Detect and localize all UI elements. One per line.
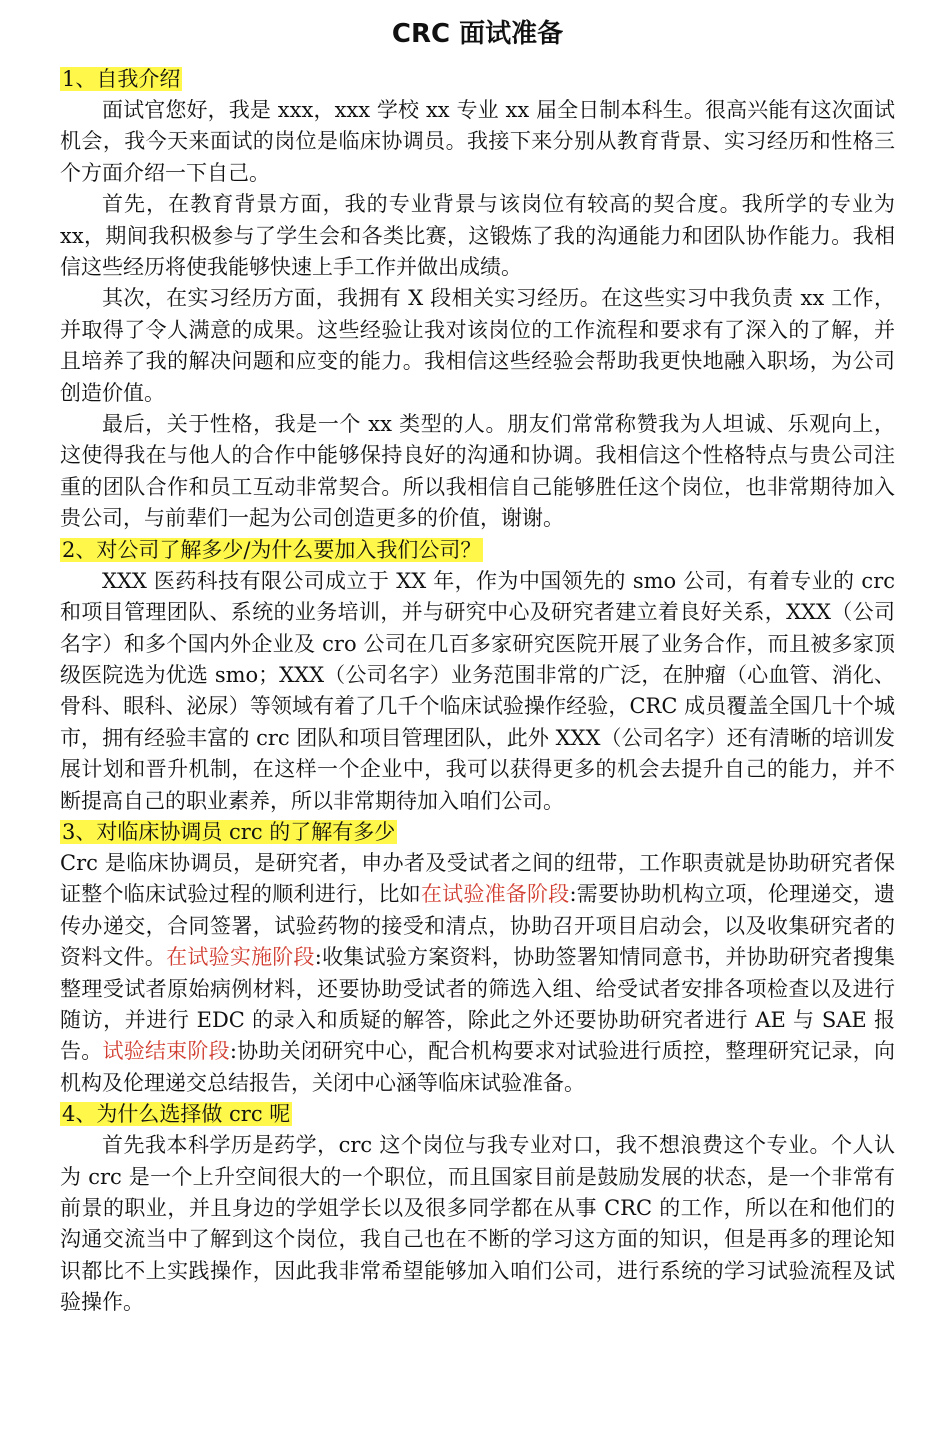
heading-highlight: 4、为什么选择做 crc 呢 [62, 1102, 291, 1127]
section-self-intro [60, 64, 895, 535]
stage-label-implementation: 在试验实施阶段 [166, 945, 315, 970]
text-run: :需要协助机构立项，伦理递交，遗传办递交，合同签署，试验药物的接受和清点，协助召开项目启动会，以及收集研究者的资料文件。 [60, 882, 896, 970]
text-run: Crc 是临床协调员，是研究者，申办者及受试者之间的纽带，工作职责就是协助研究者保证整个临床试验过程的顺利进行，比如 [60, 850, 895, 907]
section-why-crc [60, 1099, 895, 1318]
paragraph: 最后，关于性格，我是一个 xx 类型的人。朋友们常常称赞我为人坦诚、乐观向上，这使得我在与他人的合作中能够保持良好的沟通和协调。我相信这个性格特点与贵公司注重的团队合作和员工互动非常契合。所以我相信自己能够胜任这个岗位，也非常期待加入贵公司，与前辈们一起为公司创造更多的价值，谢谢。 [60, 412, 895, 531]
paragraph: 首先，在教育背景方面，我的专业背景与该岗位有较高的契合度。我所学的专业为 xx，期间我积极参与了学生会和各类比赛，这锻炼了我的沟通能力和团队协作能力。我相信这些经历将使我能够快速上手工作并做出成绩。 [60, 192, 895, 280]
text-run: :收集试验方案资料，协助签署知情同意书，并协助研究者搜集整理受试者原始病例材料，还要协助受试者的筛选入组、给受试者安排各项检查以及进行随访，并进行 EDC 的录入和质疑的解答，除此之外还要协助研究者进行 AE 与 SAE 报告。 [60, 945, 896, 1064]
page-title: CRC 面试准备 [391, 19, 564, 49]
text-run: :协助关闭研究中心，配合机构要求对试验进行质控，整理研究记录，向机构及伦理递交总结报告，关闭中心涵等临床试验准备。 [60, 1039, 896, 1095]
paragraph: 面试官您好，我是 xxx，xxx 学校 xx 专业 xx 届全日制本科生。很高兴能有这次面试机会，我今天来面试的岗位是临床协调员。我接下来分别从教育背景、实习经历和性格三个方面介绍一下自己。 [60, 98, 895, 185]
section-heading [60, 1099, 895, 1130]
section-company [60, 535, 895, 817]
section-heading [60, 817, 895, 848]
paragraph: 首先我本科学历是药学，crc 这个岗位与我专业对口，我不想浪费这个专业。个人认为 crc 是一个上升空间很大的一个职位，而且国家目前是鼓励发展的状态，是一个非常有前景的职业，并且身边的学姐学长以及很多同学都在从事 CRC 的工作，所以在和他们的沟通交流当中了解到这个岗位，我自己也在不断的学习这方面的知识，但是再多的理论知识都比不上实践操作，因此我非常希望能够加入咱们公司，进行系统的学习试验流程及试验操作。 [60, 1133, 895, 1315]
section-heading [60, 64, 895, 95]
heading-highlight: 3、对临床协调员 crc 的了解有多少 [62, 819, 396, 844]
section-crc-understanding [60, 817, 895, 1099]
stage-label-preparation: 在试验准备阶段 [420, 882, 570, 907]
section-heading [60, 535, 895, 566]
paragraph: XXX 医药科技有限公司成立于 XX 年，作为中国领先的 smo 公司，有着专业的 crc 和项目管理团队、系统的业务培训，并与研究中心及研究者建立着良好关系，XXX（公司名字）和多个国内外企业及 cro 公司在几百多家研究医院开展了业务合作，而且被多家顶级医院选为优选 smo；XXX（公司名字）业务范围非常的广泛，在肿瘤（心血管、消化、骨科、眼科、泌尿）等领域有着了几千个临床试验操作经验，CRC 成员覆盖全国几十个城市，拥有经验丰富的 crc 团队和项目管理团队，此外 XXX（公司名字）还有清晰的培训发展计划和晋升机制，在这样一个企业中，我可以获得更多的机会去提升自己的能力，并不断提高自己的职业素养，所以非常期待加入咱们公司。 [60, 568, 895, 813]
heading-highlight: 1、自我介绍 [62, 67, 181, 91]
stage-label-closure: 试验结束阶段 [102, 1039, 230, 1064]
heading-highlight: 2、对公司了解多少/为什么要加入我们公司？ [62, 537, 482, 562]
paragraph: 其次，在实习经历方面，我拥有 X 段相关实习经历。在这些实习中我负责 xx 工作，并取得了令人满意的成果。这些经验让我对该岗位的工作流程和要求有了深入的了解，并且培养了我的解决问题和应变的能力。我相信这些经验会帮助我更快地融入职场，为公司创造价值。 [60, 286, 895, 405]
paragraph [60, 848, 895, 1099]
